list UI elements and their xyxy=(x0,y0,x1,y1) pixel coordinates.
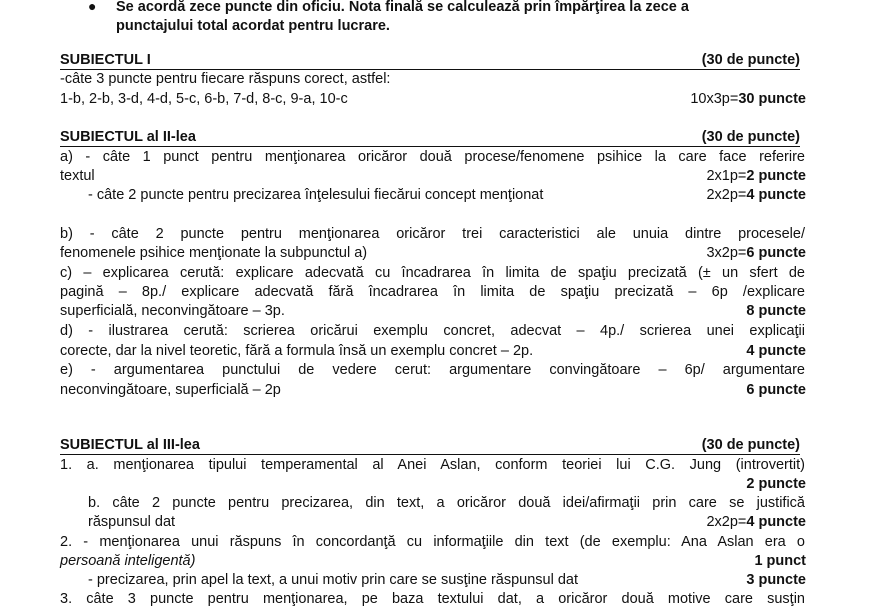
intro-line-2: punctajului total acordat pentru lucrare. xyxy=(116,18,390,34)
s3-q1a-line-1: 1. a. menţionarea tipului temperamental al Anei Aslan, conform teoriei lui C.G. Jung (introvertit) xyxy=(60,457,805,473)
s3-q1a-score-total: 2 puncte xyxy=(746,476,806,492)
s2-a3-score-total: 4 puncte xyxy=(746,187,806,203)
s2-b-line-1: b) - câte 2 puncte pentru menţionarea oricăror trei caracteristici ale unuia dintre procesele/ xyxy=(60,226,805,242)
s2-d-line-1: d) - ilustrarea cerută: scrierea oricărui exemplu concret, adecvat – 4p./ scrierea unei explicaţii xyxy=(60,323,805,339)
intro-line-1: Se acordă zece puncte din oficiu. Nota finală se calculează prin împărţirea la zece a xyxy=(116,0,689,15)
section-2-header xyxy=(60,128,800,147)
s3-q2b-score-total: 3 puncte xyxy=(746,572,806,588)
s2-c-line-2: pagină – 8p./ explicare adecvată fără încadrarea în limita de spaţiu precizată – 6p /explicare xyxy=(60,284,805,300)
s2-c-line-1: c) – explicarea cerută: explicare adecvată cu încadrarea în limita de spaţiu precizată (± un sfert de xyxy=(60,265,805,281)
s3-q1b-line-2: răspunsul dat xyxy=(88,514,176,530)
s3-q3-line-1: 3. câte 3 puncte pentru menţionarea, pe baza textului dat, a oricăror două motive care susţin xyxy=(60,591,805,607)
s3-q1b-score-total: 4 puncte xyxy=(746,514,806,530)
s2-a-line-1: a) - câte 1 punct pentru menţionarea oricăror două procese/fenomene psihice la care face referire xyxy=(60,149,805,165)
s2-d-score-total: 4 puncte xyxy=(746,343,806,359)
s3-q1b-score-calc: 2x2p= xyxy=(706,514,747,530)
s2-e-line-1: e) - argumentarea punctului de vedere cerut: argumentare convingătoare – 6p/ argumentare xyxy=(60,362,805,378)
s2-a-score-calc: 2x1p= xyxy=(706,168,747,184)
section-1-points: (30 de puncte) xyxy=(701,52,800,68)
s2-c-line-3: superficială, neconvingătoare – 3p. xyxy=(60,303,285,319)
s3-q1b-line-1: b. câte 2 puncte pentru precizarea, din text, a oricăror două idei/afirmaţii prin care se justifică xyxy=(88,495,805,511)
section-3-title: SUBIECTUL al III-lea xyxy=(60,437,200,453)
s2-a3-score xyxy=(706,186,806,205)
s3-q2a-line-1: 2. - menţionarea unui răspuns în concordanţă cu informaţiile din text (de exemplu: Ana Aslan era o xyxy=(60,534,805,550)
s2-e-score-total: 6 puncte xyxy=(746,382,806,398)
s1-line-1: -câte 3 puncte pentru fiecare răspuns corect, astfel: xyxy=(60,71,391,87)
s3-q2a-line-2: persoană inteligentă) xyxy=(60,553,196,569)
section-1-header xyxy=(60,51,800,70)
intro-note xyxy=(0,0,873,40)
section-2-title: SUBIECTUL al II-lea xyxy=(60,129,196,145)
s3-q2b-line-1: - precizarea, prin apel la text, a unui motiv prin care se susţine răspunsul dat xyxy=(88,572,579,588)
bullet-icon: ● xyxy=(88,0,97,14)
s2-b-score-calc: 3x2p= xyxy=(706,245,747,261)
s2-a-score-total: 2 puncte xyxy=(746,168,806,184)
s3-q2a-score-total: 1 punct xyxy=(754,553,806,569)
s1-score-calc: 10x3p= xyxy=(690,91,739,107)
s2-b-line-2: fenomenele psihice menţionate la subpunctul a) xyxy=(60,245,368,261)
s2-b-score-total: 6 puncte xyxy=(746,245,806,261)
s2-b-score xyxy=(706,244,806,263)
section-1-title: SUBIECTUL I xyxy=(60,52,151,68)
s2-a-line-2: textul xyxy=(60,168,95,184)
section-3-header xyxy=(60,436,800,455)
s2-a3-score-calc: 2x2p= xyxy=(706,187,747,203)
section-2-points: (30 de puncte) xyxy=(701,129,800,145)
s2-a-score xyxy=(706,167,806,186)
s3-q1b-score xyxy=(706,513,806,532)
s2-a-line-3: - câte 2 puncte pentru precizarea înţelesului fiecărui concept menţionat xyxy=(88,187,544,203)
s1-score xyxy=(690,90,806,109)
section-3-points: (30 de puncte) xyxy=(701,437,800,453)
s2-d-line-2: corecte, dar la nivel teoretic, fără a formula însă un exemplu concret – 2p. xyxy=(60,343,534,359)
s1-score-total: 30 puncte xyxy=(738,91,806,107)
s2-e-line-2: neconvingătoare, superficială – 2p xyxy=(60,382,281,398)
s1-answers: 1-b, 2-b, 3-d, 4-d, 5-c, 6-b, 7-d, 8-c, 9-a, 10-c xyxy=(60,91,348,107)
s2-c-score-total: 8 puncte xyxy=(746,303,806,319)
